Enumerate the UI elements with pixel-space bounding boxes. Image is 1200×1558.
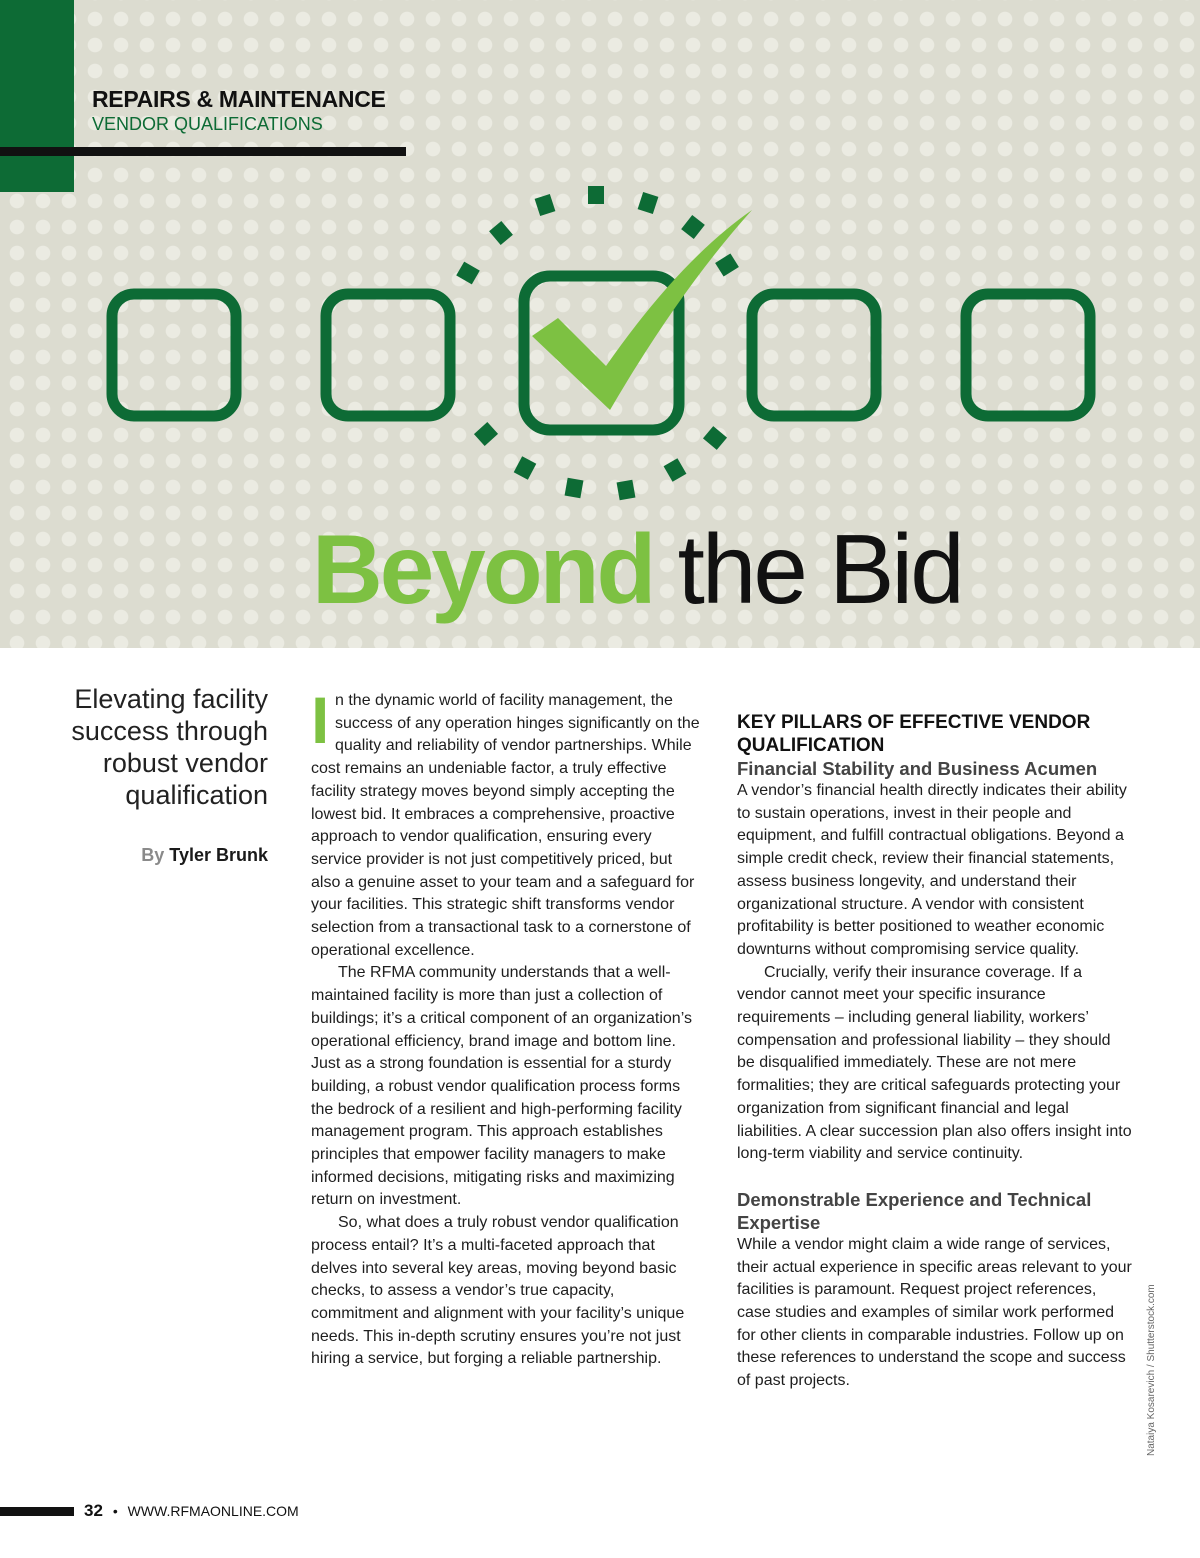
- headline-word-the-bid: the Bid: [677, 514, 962, 624]
- footer-separator: •: [112, 1503, 118, 1519]
- footer-rule: [0, 1507, 74, 1516]
- paragraph: A vendor’s financial health directly indicates their ability to sustain operations, invest in their people and equipment, and fulfill contractual obligations. Beyond a simple credit check, review their financial statements, assess business longevity, and understand their organizational structure. A vendor with consistent profitability is better positioned to weather economic downturns without compromising service quality.: [737, 782, 1127, 958]
- section-label: REPAIRS & MAINTENANCE: [92, 86, 386, 112]
- drop-cap: I: [311, 683, 330, 757]
- subsection-label: VENDOR QUALIFICATIONS: [92, 114, 323, 134]
- paragraph-text: n the dynamic world of facility management, the success of any operation hinges significantly on the quality and reliability of vendor partnerships. While cost remains an undeniable factor, a truly effective facility strategy moves beyond simply accepting the lowest bid. It embraces a comprehensive, proactive approach to vendor qualification, ensuring every service provider is not just competitively priced, but also a genuine asset to your team and a safeguard for your facilities. This strategic shift transforms vendor selection from a transactional task to a cornerstone of operational excellence.: [311, 692, 700, 959]
- paragraph: While a vendor might claim a wide range of services, their actual experience in specific areas relevant to your facilities is paramount. Request project references, case studies and examples of similar work performed for other clients in comparable industries. Follow up on these references to understand the scope and success of past projects.: [737, 1235, 1132, 1390]
- byline-by: By: [141, 845, 165, 865]
- subheading: Demonstrable Experience and Technical Expertise: [737, 1188, 1092, 1233]
- footer: [84, 1501, 299, 1521]
- paragraph: [311, 683, 703, 962]
- hero-banner: [0, 0, 1200, 648]
- paragraph: Crucially, verify their insurance coverage. If a vendor cannot meet your specific insurance requirements – including general liability, workers’ compensation and professional liability – they should be disqualified immediately. These are not mere formalities; they are critical safeguards protecting your organization from significant financial and legal liabilities. A clear succession plan also offers insight into long-term viability and service continuity.: [737, 963, 1132, 1163]
- page-number: 32: [84, 1501, 103, 1520]
- paragraph: So, what does a truly robust vendor qualification process entail? It’s a multi-faceted approach that delves into several key areas, moving beyond basic checks, to assess a vendor’s true capacity, commitment and alignment with your facility’s unique needs. This in-depth scrutiny ensures you’re not just hiring a service, but forging a reliable partnership.: [311, 1214, 685, 1368]
- checkbox-icon: [966, 294, 1090, 416]
- deck: Elevating facility success through robust vendor qualification: [71, 684, 268, 810]
- checkbox-icon: [326, 294, 450, 416]
- checkbox-icon: [112, 294, 236, 416]
- byline: [40, 845, 268, 866]
- subheading: Financial Stability and Business Acumen: [737, 758, 1098, 779]
- headline: [312, 514, 962, 624]
- checkbox-icon: [524, 276, 679, 430]
- photo-credit: Nataiya Kosarevich / Shutterstock.com: [1146, 1284, 1157, 1456]
- byline-author: Tyler Brunk: [169, 845, 268, 865]
- footer-site: WWW.RFMAONLINE.COM: [127, 1503, 299, 1519]
- headline-word-beyond: Beyond: [312, 514, 654, 624]
- checkbox-icon: [752, 294, 876, 416]
- dashed-ring-icon: [456, 186, 739, 500]
- checkmark-icon: [532, 210, 752, 410]
- article-column-2: [737, 711, 1132, 1393]
- section-heading: KEY PILLARS OF EFFECTIVE VENDOR QUALIFICATION: [737, 712, 1091, 756]
- paragraph: The RFMA community understands that a well-maintained facility is more than just a collection of buildings; it’s a critical component of an organization’s operational efficiency, brand image and bottom line. Just as a strong foundation is essential for a sturdy building, a robust vendor qualification process forms the bedrock of a resilient and high-performing facility management program. This approach establishes principles that empower facility managers to make informed decisions, mitigating risks and maximizing return on investment.: [311, 964, 692, 1209]
- article-column-1: [311, 683, 703, 1371]
